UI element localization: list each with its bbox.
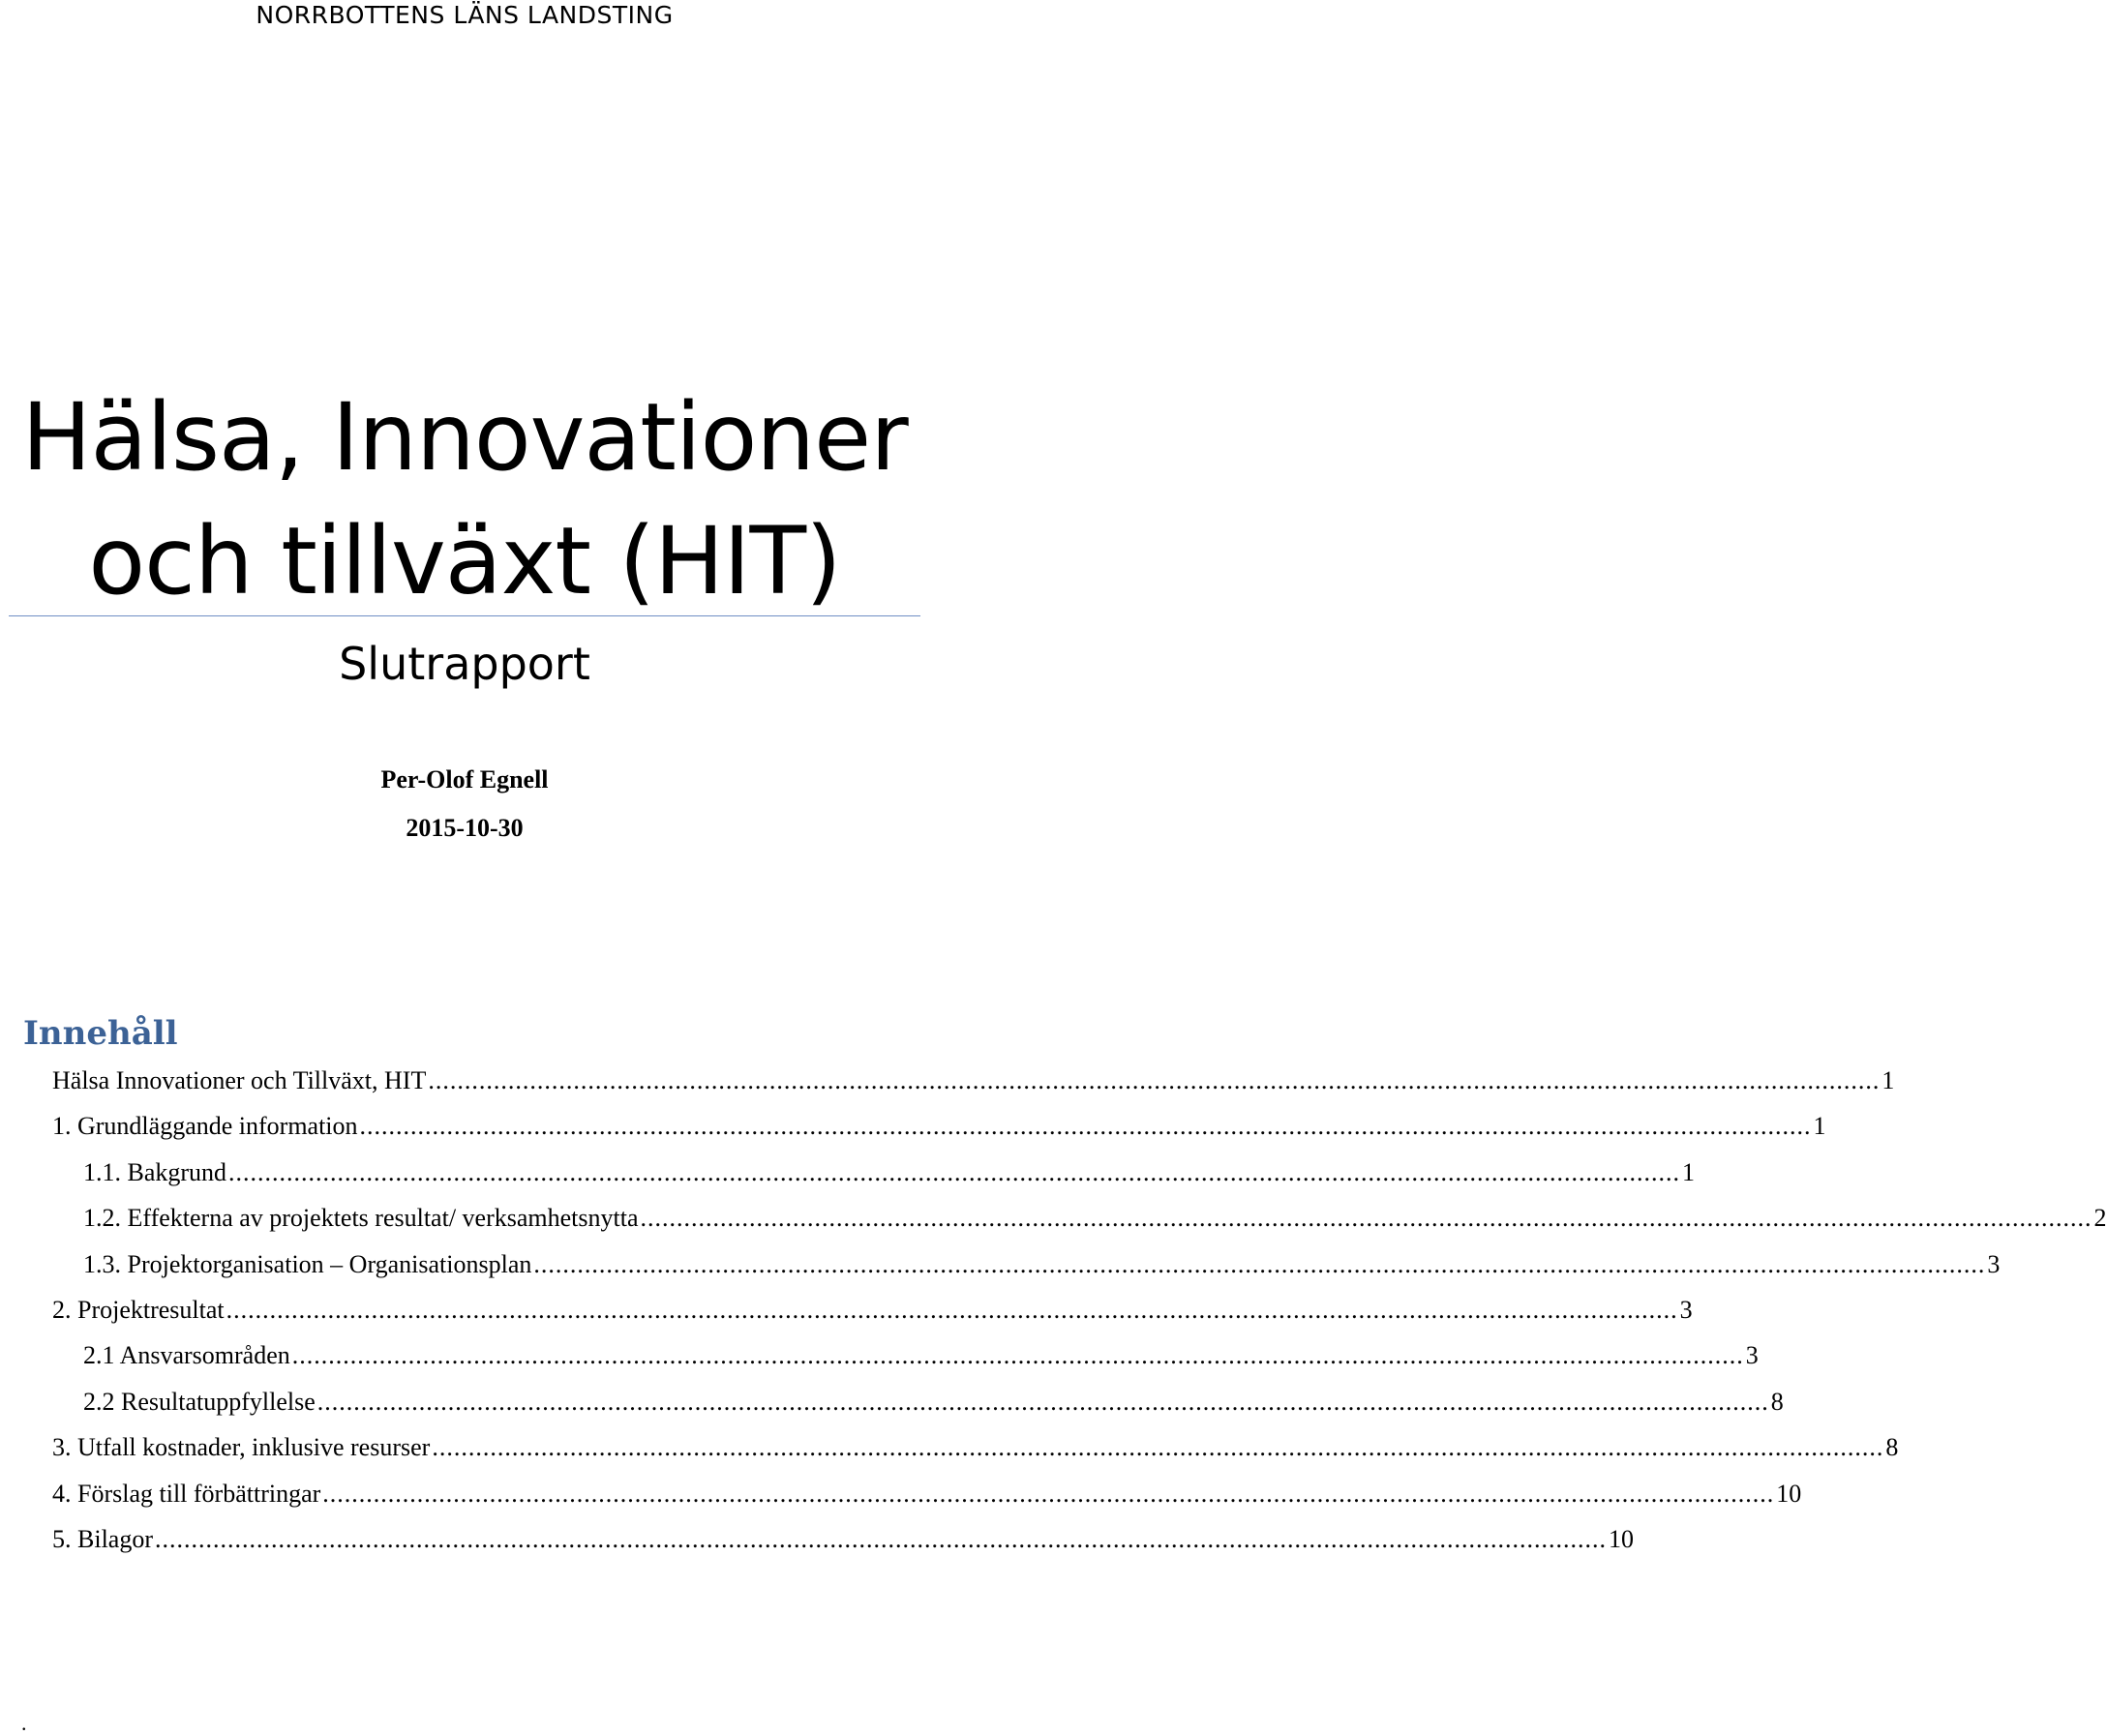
toc-entry-label: Hälsa Innovationer och Tillväxt, HIT [52,1066,427,1094]
toc-dot-leader: ........................................................................................................................................................................................................ [155,1525,1607,1553]
toc-dot-leader: ........................................................................................................................................................................................................ [226,1296,1678,1324]
toc-entry[interactable] [52,1280,1693,1327]
toc-entry-label: 2. Projektresultat [52,1296,225,1324]
toc-dot-leader: ........................................................................................................................................................................................................ [228,1157,1681,1186]
toc-entry-page: 3 [1679,1296,1693,1324]
toc-entry-page: 8 [1770,1387,1784,1416]
toc-dot-leader: ........................................................................................................................................................................................................ [316,1387,1769,1416]
toc-entry-label: 5. Bilagor [52,1525,153,1553]
toc-entry[interactable] [52,1418,1899,1464]
toc-entry[interactable] [83,1188,2107,1235]
title-line-1: Hälsa, Innovationer [21,383,908,492]
author-name: Per-Olof Egnell [380,765,549,793]
toc-dot-leader: ........................................................................................................................................................................................................ [640,1204,2092,1233]
toc-entry-page: 3 [1745,1341,1759,1370]
toc-entry[interactable] [52,1096,1826,1143]
toc-entry-label: 2.1 Ansvarsområden [83,1341,290,1370]
toc-entry-page: 3 [1987,1249,2001,1278]
toc-entry[interactable] [52,1464,1802,1511]
toc-entry-label: 1.1. Bakgrund [83,1157,227,1186]
footer-mark: . [21,1711,27,1735]
toc-entry[interactable] [83,1372,1784,1419]
toc-heading: Innehåll [23,1014,178,1053]
toc-entry-page: 10 [1609,1525,1634,1553]
toc-entry-page: 10 [1776,1479,1802,1508]
document-date: 2015-10-30 [406,814,524,842]
toc-entry-label: 1. Grundläggande information [52,1112,358,1141]
toc-dot-leader: ........................................................................................................................................................................................................ [359,1112,1812,1141]
title-divider [9,615,920,616]
toc-entry-page: 2 [2093,1204,2107,1233]
toc-entry[interactable] [52,1051,1895,1097]
toc-entry-label: 2.2 Resultatuppfyllelse [83,1387,316,1416]
toc-entry[interactable] [83,1326,1759,1372]
organization-header: NORRBOTTENS LÄNS LANDSTING [256,1,674,29]
toc-dot-leader: ........................................................................................................................................................................................................ [291,1341,1744,1370]
toc-dot-leader: ........................................................................................................................................................................................................ [428,1066,1881,1094]
document-title [0,375,929,623]
toc-entry-label: 1.3. Projektorganisation – Organisationsplan [83,1249,532,1278]
toc-dot-leader: ........................................................................................................................................................................................................ [533,1249,1986,1278]
toc-dot-leader: ........................................................................................................................................................................................................ [322,1479,1775,1508]
toc-dot-leader: ........................................................................................................................................................................................................ [432,1433,1884,1462]
toc-entry-page: 8 [1885,1433,1899,1462]
toc-entry-label: 1.2. Effekterna av projektets resultat/ verksamhetsnytta [83,1204,639,1233]
toc-entry-label: 3. Utfall kostnader, inklusive resurser [52,1433,431,1462]
toc-entry-label: 4. Förslag till förbättringar [52,1479,321,1508]
toc-entry[interactable] [83,1143,1696,1189]
toc-entry-page: 1 [1682,1157,1696,1186]
toc-entry-page: 1 [1813,1112,1826,1141]
title-line-2: och tillväxt (HIT) [88,507,841,615]
toc-entry[interactable] [52,1510,1634,1556]
document-subtitle: Slutrapport [339,638,590,690]
toc-entry-page: 1 [1881,1066,1895,1094]
toc-entry[interactable] [83,1235,2001,1281]
